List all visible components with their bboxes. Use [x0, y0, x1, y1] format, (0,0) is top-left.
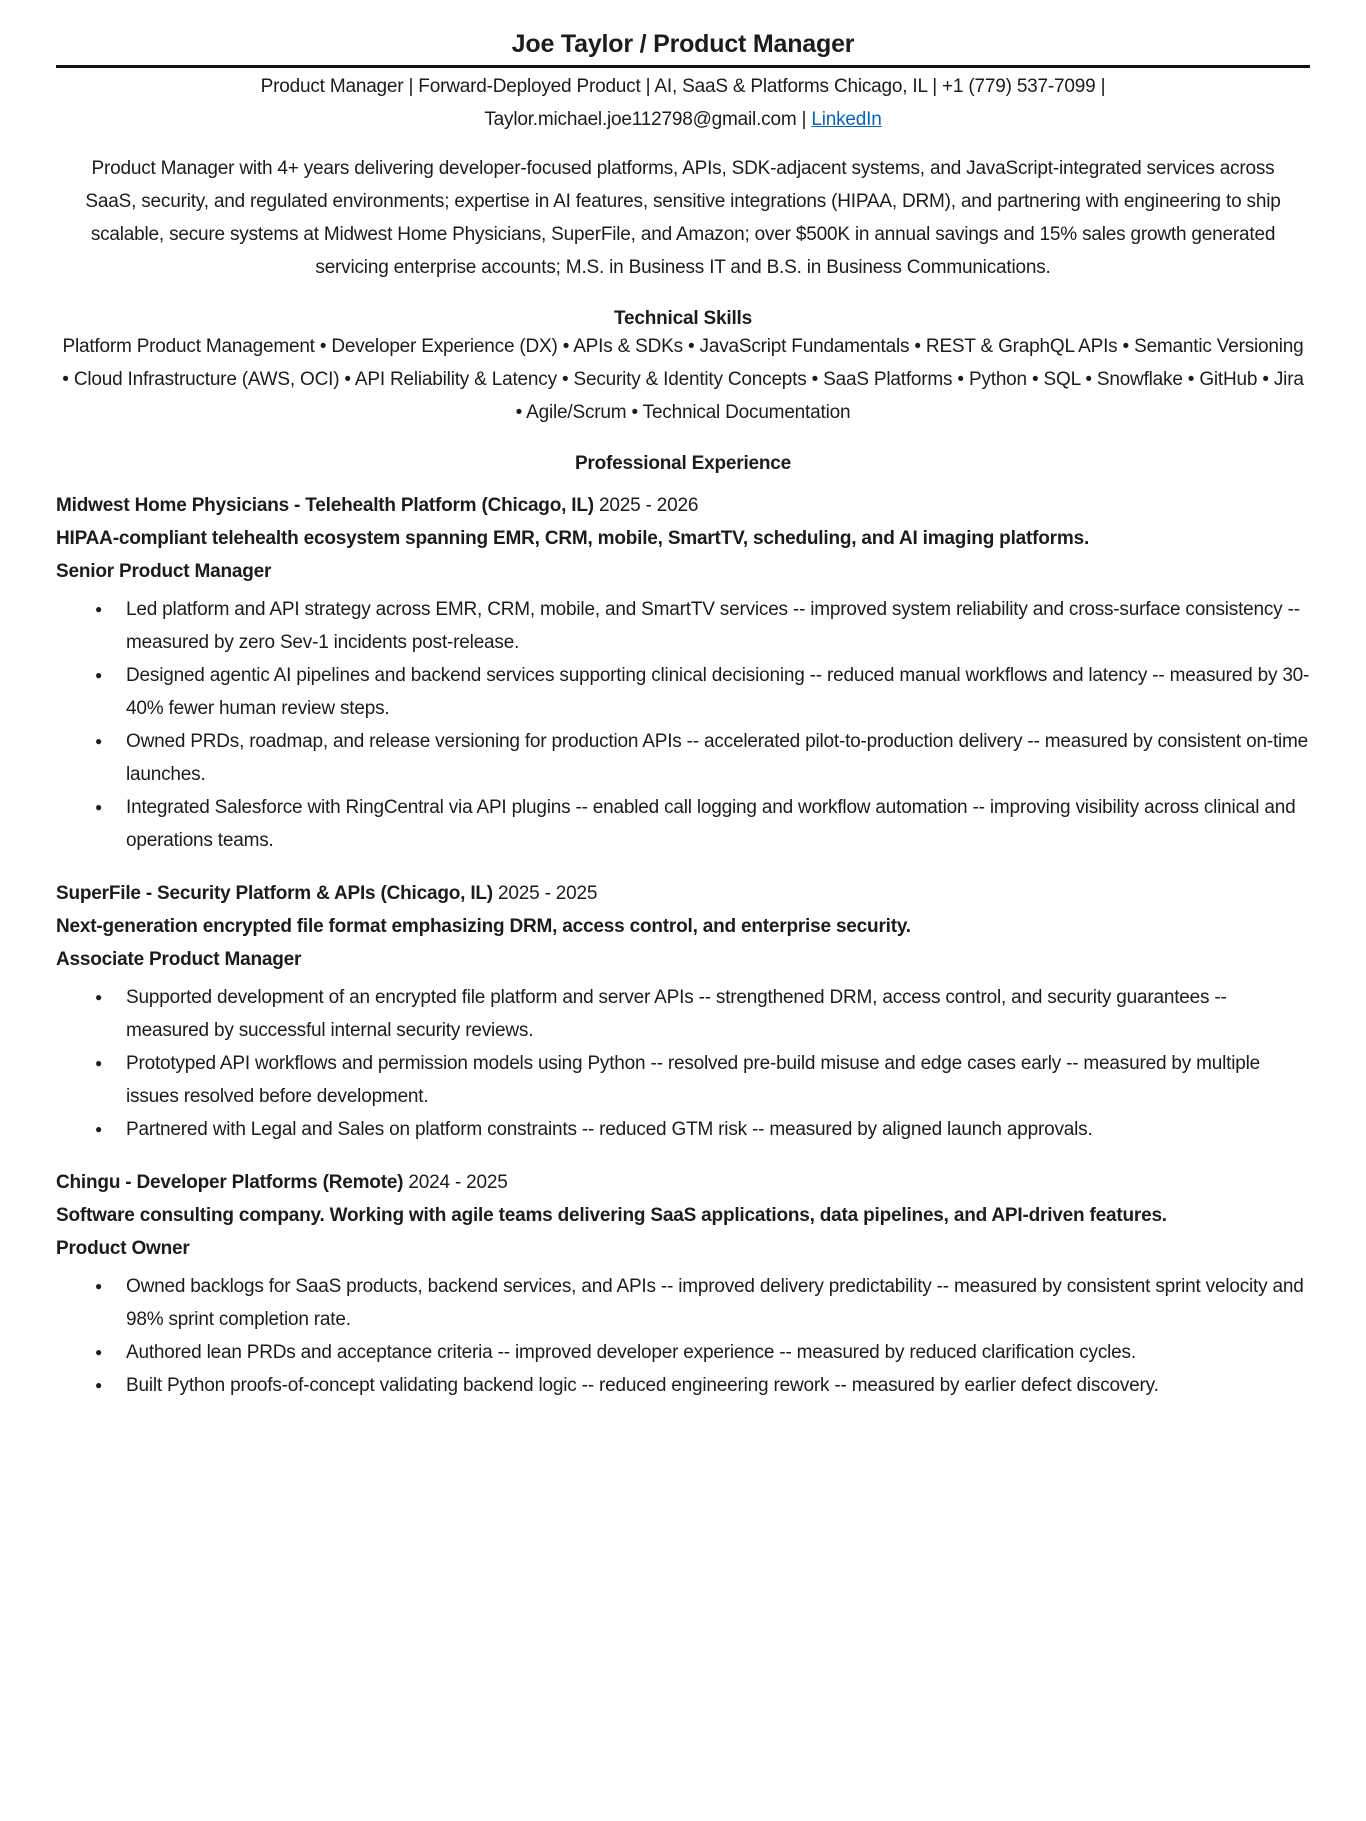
job-dates: 2024 - 2025: [408, 1172, 508, 1193]
bullet-item: ● Integrated Salesforce with RingCentral via API plugins -- enabled call logging and workflow automation -- improving visibility across clinical and operations teams.: [126, 791, 1310, 857]
contact-line-2: [56, 103, 1310, 136]
page-title: Joe Taylor / Product Manager: [511, 30, 855, 58]
job-role: Senior Product Manager: [56, 561, 272, 582]
job-role: Product Owner: [56, 1238, 190, 1259]
contact-line-1: Product Manager | Forward-Deployed Product | AI, SaaS & Platforms Chicago, IL | +1 (779) 537-7099 |: [260, 76, 1106, 97]
title-divider: [56, 65, 1310, 68]
bullet-item: ● Built Python proofs-of-concept validating backend logic -- reduced engineering rework -- measured by earlier defect discovery.: [126, 1369, 1310, 1402]
company-line: [56, 877, 1310, 910]
bullet-item: ● Partnered with Legal and Sales on platform constraints -- reduced GTM risk -- measured by aligned launch approvals.: [126, 1113, 1310, 1146]
job-dates: 2025 - 2025: [498, 883, 598, 904]
bullet-item: ● Authored lean PRDs and acceptance criteria -- improved developer experience -- measured by reduced clarification cycles.: [126, 1336, 1310, 1369]
job-role: Associate Product Manager: [56, 949, 302, 970]
summary-paragraph: Product Manager with 4+ years delivering developer-focused platforms, APIs, SDK-adjacent systems, and JavaScript-integrated services across SaaS, security, and regulated environments; expertise in AI features, sensitive integrations (HIPAA, DRM), and partnering with engineering to ship scalable, secure systems at Midwest Home Physicians, SuperFile, and Amazon; over $500K in annual savings and 15% sales growth generated servicing enterprise accounts; M.S. in Business IT and B.S. in Business Communications.: [85, 158, 1281, 278]
job-description: Next-generation encrypted file format emphasizing DRM, access control, and enterprise security.: [56, 916, 911, 937]
company-line: [56, 1166, 1310, 1199]
job-entry-superfile: [56, 877, 1310, 1146]
bullet-item: ● Owned PRDs, roadmap, and release versioning for production APIs -- accelerated pilot-to-production delivery -- measured by consistent on-time launches.: [126, 725, 1310, 791]
company-name-and-location: Chingu - Developer Platforms (Remote): [56, 1172, 404, 1193]
job-entry-chingu: [56, 1166, 1310, 1402]
job-description: HIPAA-compliant telehealth ecosystem spanning EMR, CRM, mobile, SmartTV, scheduling, and AI imaging platforms.: [56, 528, 1090, 549]
email-text: Taylor.michael.joe112798@gmail.com |: [484, 109, 807, 130]
job-bullet-list: [56, 981, 1310, 1146]
job-bullet-list: [56, 1270, 1310, 1402]
section-heading-technical-skills: Technical Skills: [614, 308, 752, 329]
bullet-item: ● Led platform and API strategy across EMR, CRM, mobile, and SmartTV services -- improved system reliability and cross-surface consistency -- measured by zero Sev-1 incidents post-release.: [126, 593, 1310, 659]
company-name-and-location: Midwest Home Physicians - Telehealth Platform (Chicago, IL): [56, 495, 594, 516]
job-dates: 2025 - 2026: [599, 495, 699, 516]
bullet-item: ● Owned backlogs for SaaS products, backend services, and APIs -- improved delivery predictability -- measured by consistent sprint velocity and 98% sprint completion rate.: [126, 1270, 1310, 1336]
linkedin-link[interactable]: LinkedIn: [811, 109, 882, 130]
bullet-item: ● Designed agentic AI pipelines and backend services supporting clinical decisioning -- reduced manual workflows and latency -- measured by 30-40% fewer human review steps.: [126, 659, 1310, 725]
job-description: Software consulting company. Working with agile teams delivering SaaS applications, data pipelines, and API-driven features.: [56, 1205, 1167, 1226]
company-name-and-location: SuperFile - Security Platform & APIs (Chicago, IL): [56, 883, 493, 904]
company-line: [56, 489, 1310, 522]
bullet-item: ● Prototyped API workflows and permission models using Python -- resolved pre-build misuse and edge cases early -- measured by multiple issues resolved before development.: [126, 1047, 1310, 1113]
job-entry-midwest-home-physicians: [56, 489, 1310, 857]
section-heading-professional-experience: Professional Experience: [574, 453, 792, 474]
skills-list-text: Platform Product Management • Developer Experience (DX) • APIs & SDKs • JavaScript Fundamentals • REST & GraphQL APIs • Semantic Versioning • Cloud Infrastructure (AWS, OCI) • API Reliability & Latency • Security & Identity Concepts • SaaS Platforms • Python • SQL • Snowflake • GitHub • Jira • Agile/Scrum • Technical Documentation: [62, 336, 1304, 423]
job-bullet-list: [56, 593, 1310, 857]
bullet-item: ● Supported development of an encrypted file platform and server APIs -- strengthened DRM, access control, and security guarantees -- measured by successful internal security reviews.: [126, 981, 1310, 1047]
